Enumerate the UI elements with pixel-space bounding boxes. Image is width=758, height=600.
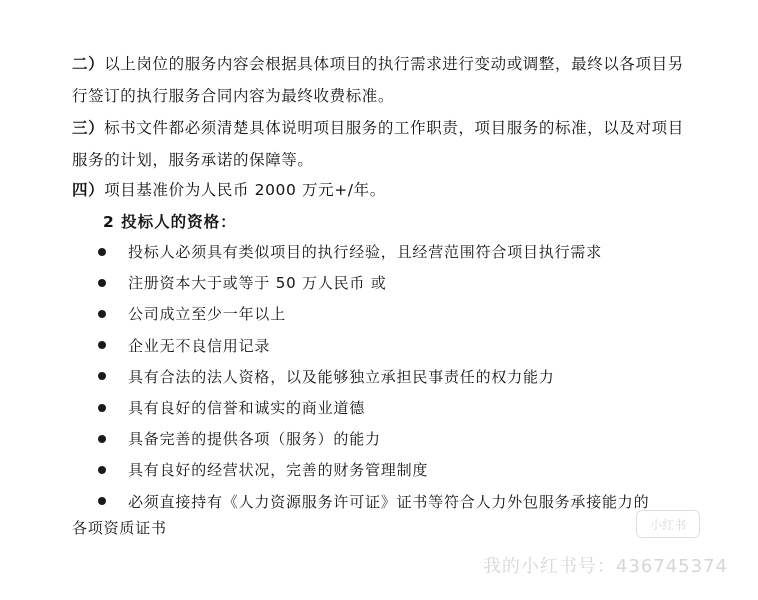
bullet-icon <box>98 341 106 349</box>
paragraph-4 <box>72 174 692 206</box>
bullet-icon <box>98 248 106 256</box>
bullet-icon <box>98 279 106 287</box>
list-item-text: 必须直接持有《人力资源服务许可证》证书等符合人力外包服务承接能力的 <box>128 492 650 511</box>
bullet-icon <box>98 372 106 380</box>
bullet-icon <box>98 497 106 505</box>
list-item <box>98 267 698 298</box>
watermark-text: 我的小红书号：436745374 <box>482 556 728 577</box>
watermark-logo: 小红书 <box>636 510 700 538</box>
list-item-text: 公司成立至少一年以上 <box>128 305 287 324</box>
bullet-icon <box>98 310 106 318</box>
paragraph-3 <box>72 112 692 176</box>
bullet-icon <box>98 404 106 412</box>
paragraph-marker: 二） <box>72 55 105 73</box>
list-item-text: 企业无不良信用记录 <box>128 336 271 355</box>
bullet-icon <box>98 435 106 443</box>
paragraph-2 <box>72 48 692 112</box>
list-item-text: 具有良好的信誉和诚实的商业道德 <box>128 399 366 418</box>
list-item-continuation: 各项资质证书 <box>72 519 167 537</box>
paragraph-text: 标书文件都必须清楚具体说明项目服务的工作职责，项目服务的标准，以及对项目服务的计划，服务承诺的保障等。 <box>72 119 684 169</box>
list-item-text: 投标人必须具有类似项目的执行经验，且经营范围符合项目执行需求 <box>128 243 603 262</box>
list-item-text: 具有合法的法人资格，以及能够独立承担民事责任的权力能力 <box>128 367 555 386</box>
list-item-text: 注册资本大于或等于 50 万人民币 或 <box>128 274 387 293</box>
list-item <box>98 236 698 267</box>
list-item <box>98 361 698 392</box>
list-item <box>98 392 698 423</box>
section-title: 2 投标人的资格： <box>103 213 237 231</box>
list-item <box>98 423 698 454</box>
qualification-list <box>98 236 698 517</box>
paragraph-text: 以上岗位的服务内容会根据具体项目的执行需求进行变动或调整，最终以各项目另行签订的执行服务合同内容为最终收费标准。 <box>72 55 684 105</box>
bullet-icon <box>98 466 106 474</box>
paragraph-text: 项目基准价为人民币 2000 万元+/年。 <box>104 181 386 199</box>
paragraph-marker: 三） <box>72 119 105 137</box>
list-item <box>98 486 698 517</box>
list-item <box>98 298 698 329</box>
list-item <box>98 454 698 485</box>
list-item <box>98 330 698 361</box>
list-item-text: 具有良好的经营状况，完善的财务管理制度 <box>128 461 429 480</box>
list-item-text: 具备完善的提供各项（服务）的能力 <box>128 430 381 449</box>
paragraph-marker: 四） <box>72 181 105 199</box>
